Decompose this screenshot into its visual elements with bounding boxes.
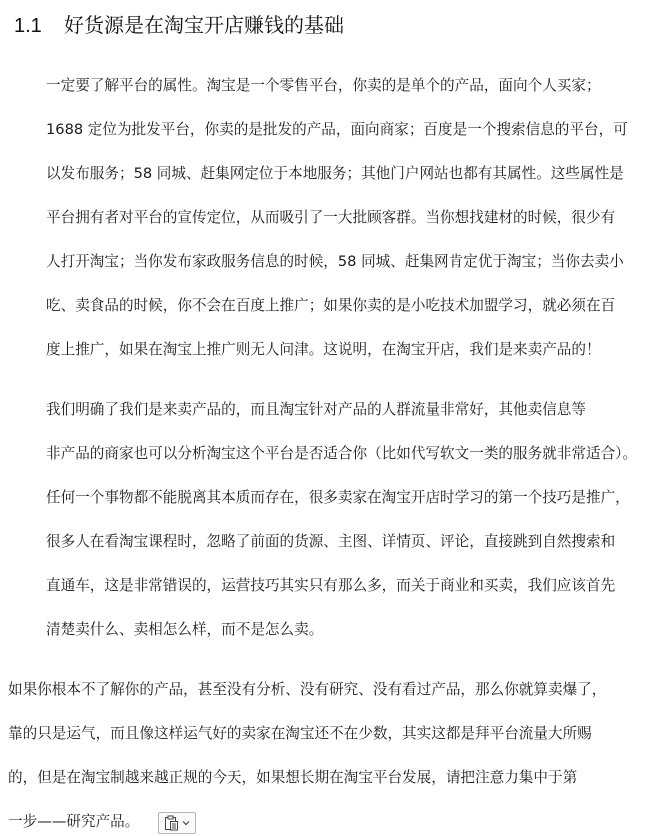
paragraph-line: 很多人在看淘宝课程时，忽略了前面的货源、主图、详情页、评论，直接跳到自然搜索和 — [46, 533, 616, 550]
paragraph-line: 1688 定位为批发平台，你卖的是批发的产品，面向商家；百度是一个搜索信息的平台，可 — [46, 121, 628, 138]
chevron-down-icon — [182, 820, 190, 826]
paragraph-line: 人打开淘宝；当你发布家政服务信息的时候，58 同城、赶集网肯定优于淘宝；当你去卖小 — [46, 253, 624, 270]
paragraph-line: 任何一个事物都不能脱离其本质而存在，很多卖家在淘宝开店时学习的第一个技巧是推广， — [46, 489, 630, 506]
paragraph-line: 靠的只是运气，而且像这样运气好的卖家在淘宝还不在少数，其实这都是拜平台流量大所赐 — [8, 725, 592, 742]
paragraph-line: 直通车，这是非常错误的，运营技巧其实只有那么多，而关于商业和买卖，我们应该首先 — [46, 577, 616, 594]
paragraph-line: 的，但是在淘宝制越来越正规的今天，如果想长期在淘宝平台发展，请把注意力集中于第 — [8, 769, 578, 786]
section-number: 1.1 — [14, 15, 42, 37]
paragraph-line: 吃、卖食品的时候，你不会在百度上推广；如果你卖的是小吃技术加盟学习，就必须在百 — [46, 297, 616, 314]
paragraph-line: 度上推广，如果在淘宝上推广则无人问津。这说明，在淘宝开店，我们是来卖产品的！ — [46, 341, 601, 358]
paragraph-3 — [8, 668, 622, 836]
paragraph-line: 以发布服务；58 同城、赶集网定位于本地服务；其他门户网站也都有其属性。这些属性是 — [46, 165, 624, 182]
paragraph-line: 平台拥有者对平台的宣传定位，从而吸引了一大批顾客群。当你想找建材的时候，很少有 — [46, 209, 616, 226]
paragraph-line: 一定要了解平台的属性。淘宝是一个零售平台，你卖的是单个的产品，面向个人买家； — [46, 77, 601, 94]
paragraph-line: 清楚卖什么、卖相怎么样，而不是怎么卖。 — [46, 621, 324, 638]
clipboard-icon — [164, 815, 179, 831]
paragraph-line: 我们明确了我们是来卖产品的，而且淘宝针对产品的人群流量非常好，其他卖信息等 — [46, 401, 586, 418]
paragraph-line: 一步——研究产品。 — [8, 813, 140, 830]
paragraph-line: 非产品的商家也可以分析淘宝这个平台是否适合你（比如代写软文一类的服务就非常适合）。 — [46, 445, 638, 462]
section-heading — [14, 10, 344, 41]
paste-options-button[interactable] — [158, 812, 196, 834]
paragraph-2 — [16, 388, 638, 652]
section-title: 好货源是在淘宝开店赚钱的基础 — [64, 13, 344, 37]
paragraph-1 — [16, 64, 628, 372]
paragraph-line: 如果你根本不了解你的产品，甚至没有分析、没有研究、没有看过产品，那么你就算卖爆了， — [8, 681, 607, 698]
